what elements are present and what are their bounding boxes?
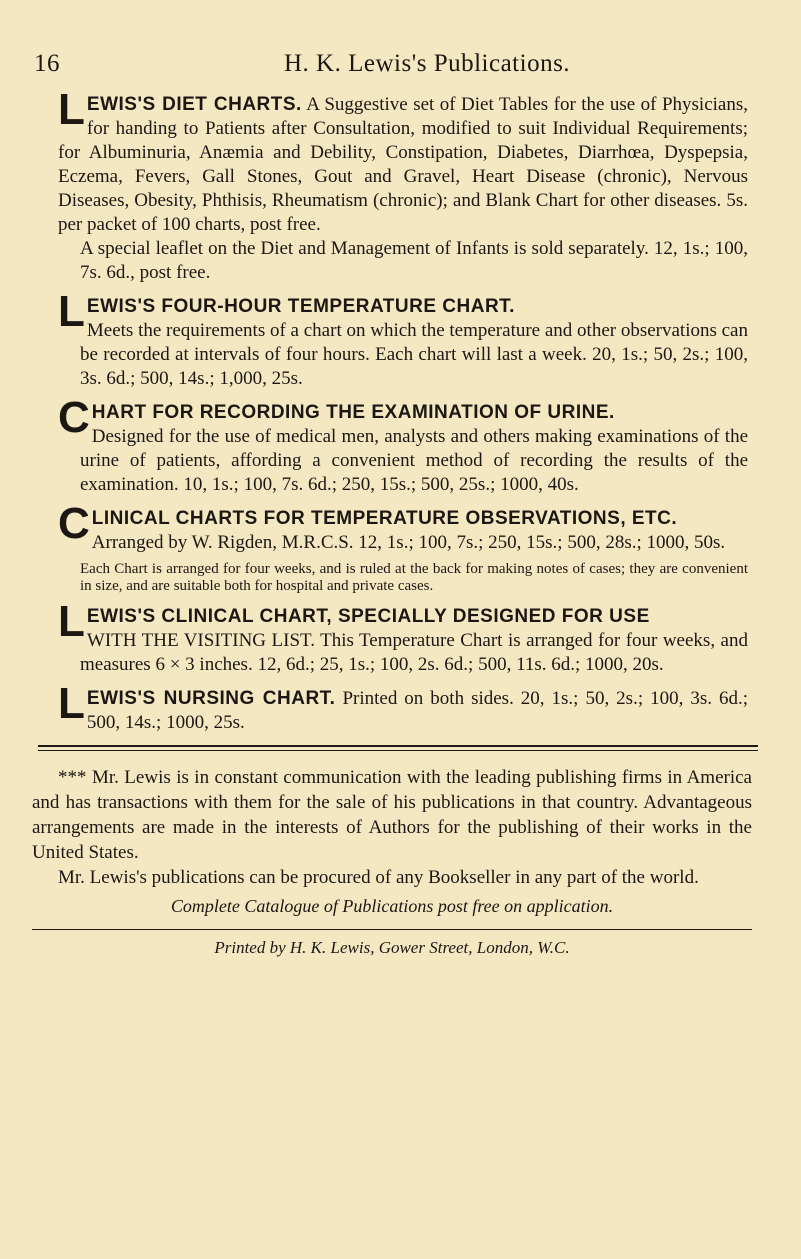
drop-cap: L: [58, 287, 85, 336]
footer-rule: [32, 929, 752, 930]
entry-extra: A special leaflet on the Diet and Management of Infants is sold separately. 12, 1s.; 100, 7s. 6d., post free.: [80, 238, 748, 283]
entry-headline: EWIS'S DIET CHARTS.: [86, 94, 302, 115]
entry-four-hour-chart: [58, 287, 748, 391]
entry-body: Arranged by W. Rigden, M.R.C.S. 12, 1s.; 100, 7s.; 250, 15s.; 500, 28s.; 1000, 50s.: [91, 532, 726, 553]
page-number: 16: [34, 50, 60, 77]
entry-body: Printed on both sides. 20, 1s.; 50, 2s.; 100, 3s. 6d.; 500, 14s.; 1000, 25s.: [86, 688, 748, 733]
entry-body: Meets the requirements of a chart on which the temperature and other observations can be recorded at intervals of four hours. Each chart will last a week. 20, 1s.; 50, 2s.; 100, 3s. 6d.; 500, 14s.; 1,000, 25s.: [80, 320, 748, 389]
entry-headline: LINICAL CHARTS FOR TEMPERATURE OBSERVATIONS, ETC.: [91, 508, 678, 529]
entry-body: A Suggestive set of Diet Tables for the use of Physicians, for handing to Patients after Consultation, modified to suit Individual Requirements; for Albuminuria, Anæmia and Debility, Constipation, Diabetes, Diarrhœa, Dyspepsia, Eczema, Fevers, Gall Stones, Gout and Gravel, Heart Disease (chronic), Nervous Diseases, Obesity, Phthisis, Rheumatism (chronic); and Blank Chart for other diseases. 5s. per packet of 100 charts, post free.: [58, 94, 748, 235]
publisher-notice: [32, 765, 752, 919]
entry-nursing-chart: [58, 679, 748, 735]
entry-clinical-charts: [58, 499, 748, 595]
entry-headline: EWIS'S NURSING CHART.: [86, 688, 336, 709]
entry-body: Designed for the use of medical men, analysts and others making examinations of the urine of patients, affording a convenient method of recording the results of the examination. 10, 1s.; 100, 7s. 6d.; 250, 15s.; 500, 25s.; 1000, 40s.: [80, 426, 748, 495]
notice-paragraph-america: *** Mr. Lewis is in constant communication with the leading publishing firms in America and has transactions with them for the sale of his publications in that country. Advantageous arrangements are made in the interests of Authors for the publishing of their works in the United States.: [32, 767, 752, 863]
double-rule-divider: [38, 745, 758, 751]
drop-cap: L: [58, 85, 85, 134]
drop-cap: C: [58, 499, 90, 548]
drop-cap: L: [58, 597, 85, 646]
running-title: H. K. Lewis's Publications.: [284, 50, 571, 77]
drop-cap: L: [58, 679, 85, 728]
catalogue-note: Complete Catalogue of Publications post free on application.: [170, 896, 614, 916]
entry-headline: EWIS'S FOUR-HOUR TEMPERATURE CHART.: [86, 296, 515, 317]
entry-body: WITH THE VISITING LIST. This Temperature Chart is arranged for four weeks, and measures 6 × 3 inches. 12, 6d.; 25, 1s.; 100, 2s. 6d.; 500, 11s. 6d.; 1000, 20s.: [80, 630, 748, 675]
entry-note: Each Chart is arranged for four weeks, and is ruled at the back for making notes of cases; they are convenient in size, and are suitable both for hospital and private cases.: [80, 561, 748, 594]
entry-headline: HART FOR RECORDING THE EXAMINATION OF URINE.: [91, 402, 615, 423]
drop-cap: C: [58, 393, 90, 442]
entry-diet-charts: [58, 85, 748, 285]
page-content: [32, 85, 752, 958]
notice-paragraph-booksellers: Mr. Lewis's publications can be procured of any Bookseller in any part of the world.: [58, 867, 699, 888]
entry-headline: EWIS'S CLINICAL CHART, SPECIALLY DESIGNED FOR USE: [86, 606, 650, 627]
entry-urine-chart: [58, 393, 748, 497]
entry-visiting-list-chart: [58, 597, 748, 677]
printer-imprint: Printed by H. K. Lewis, Gower Street, London, W.C.: [214, 938, 570, 957]
